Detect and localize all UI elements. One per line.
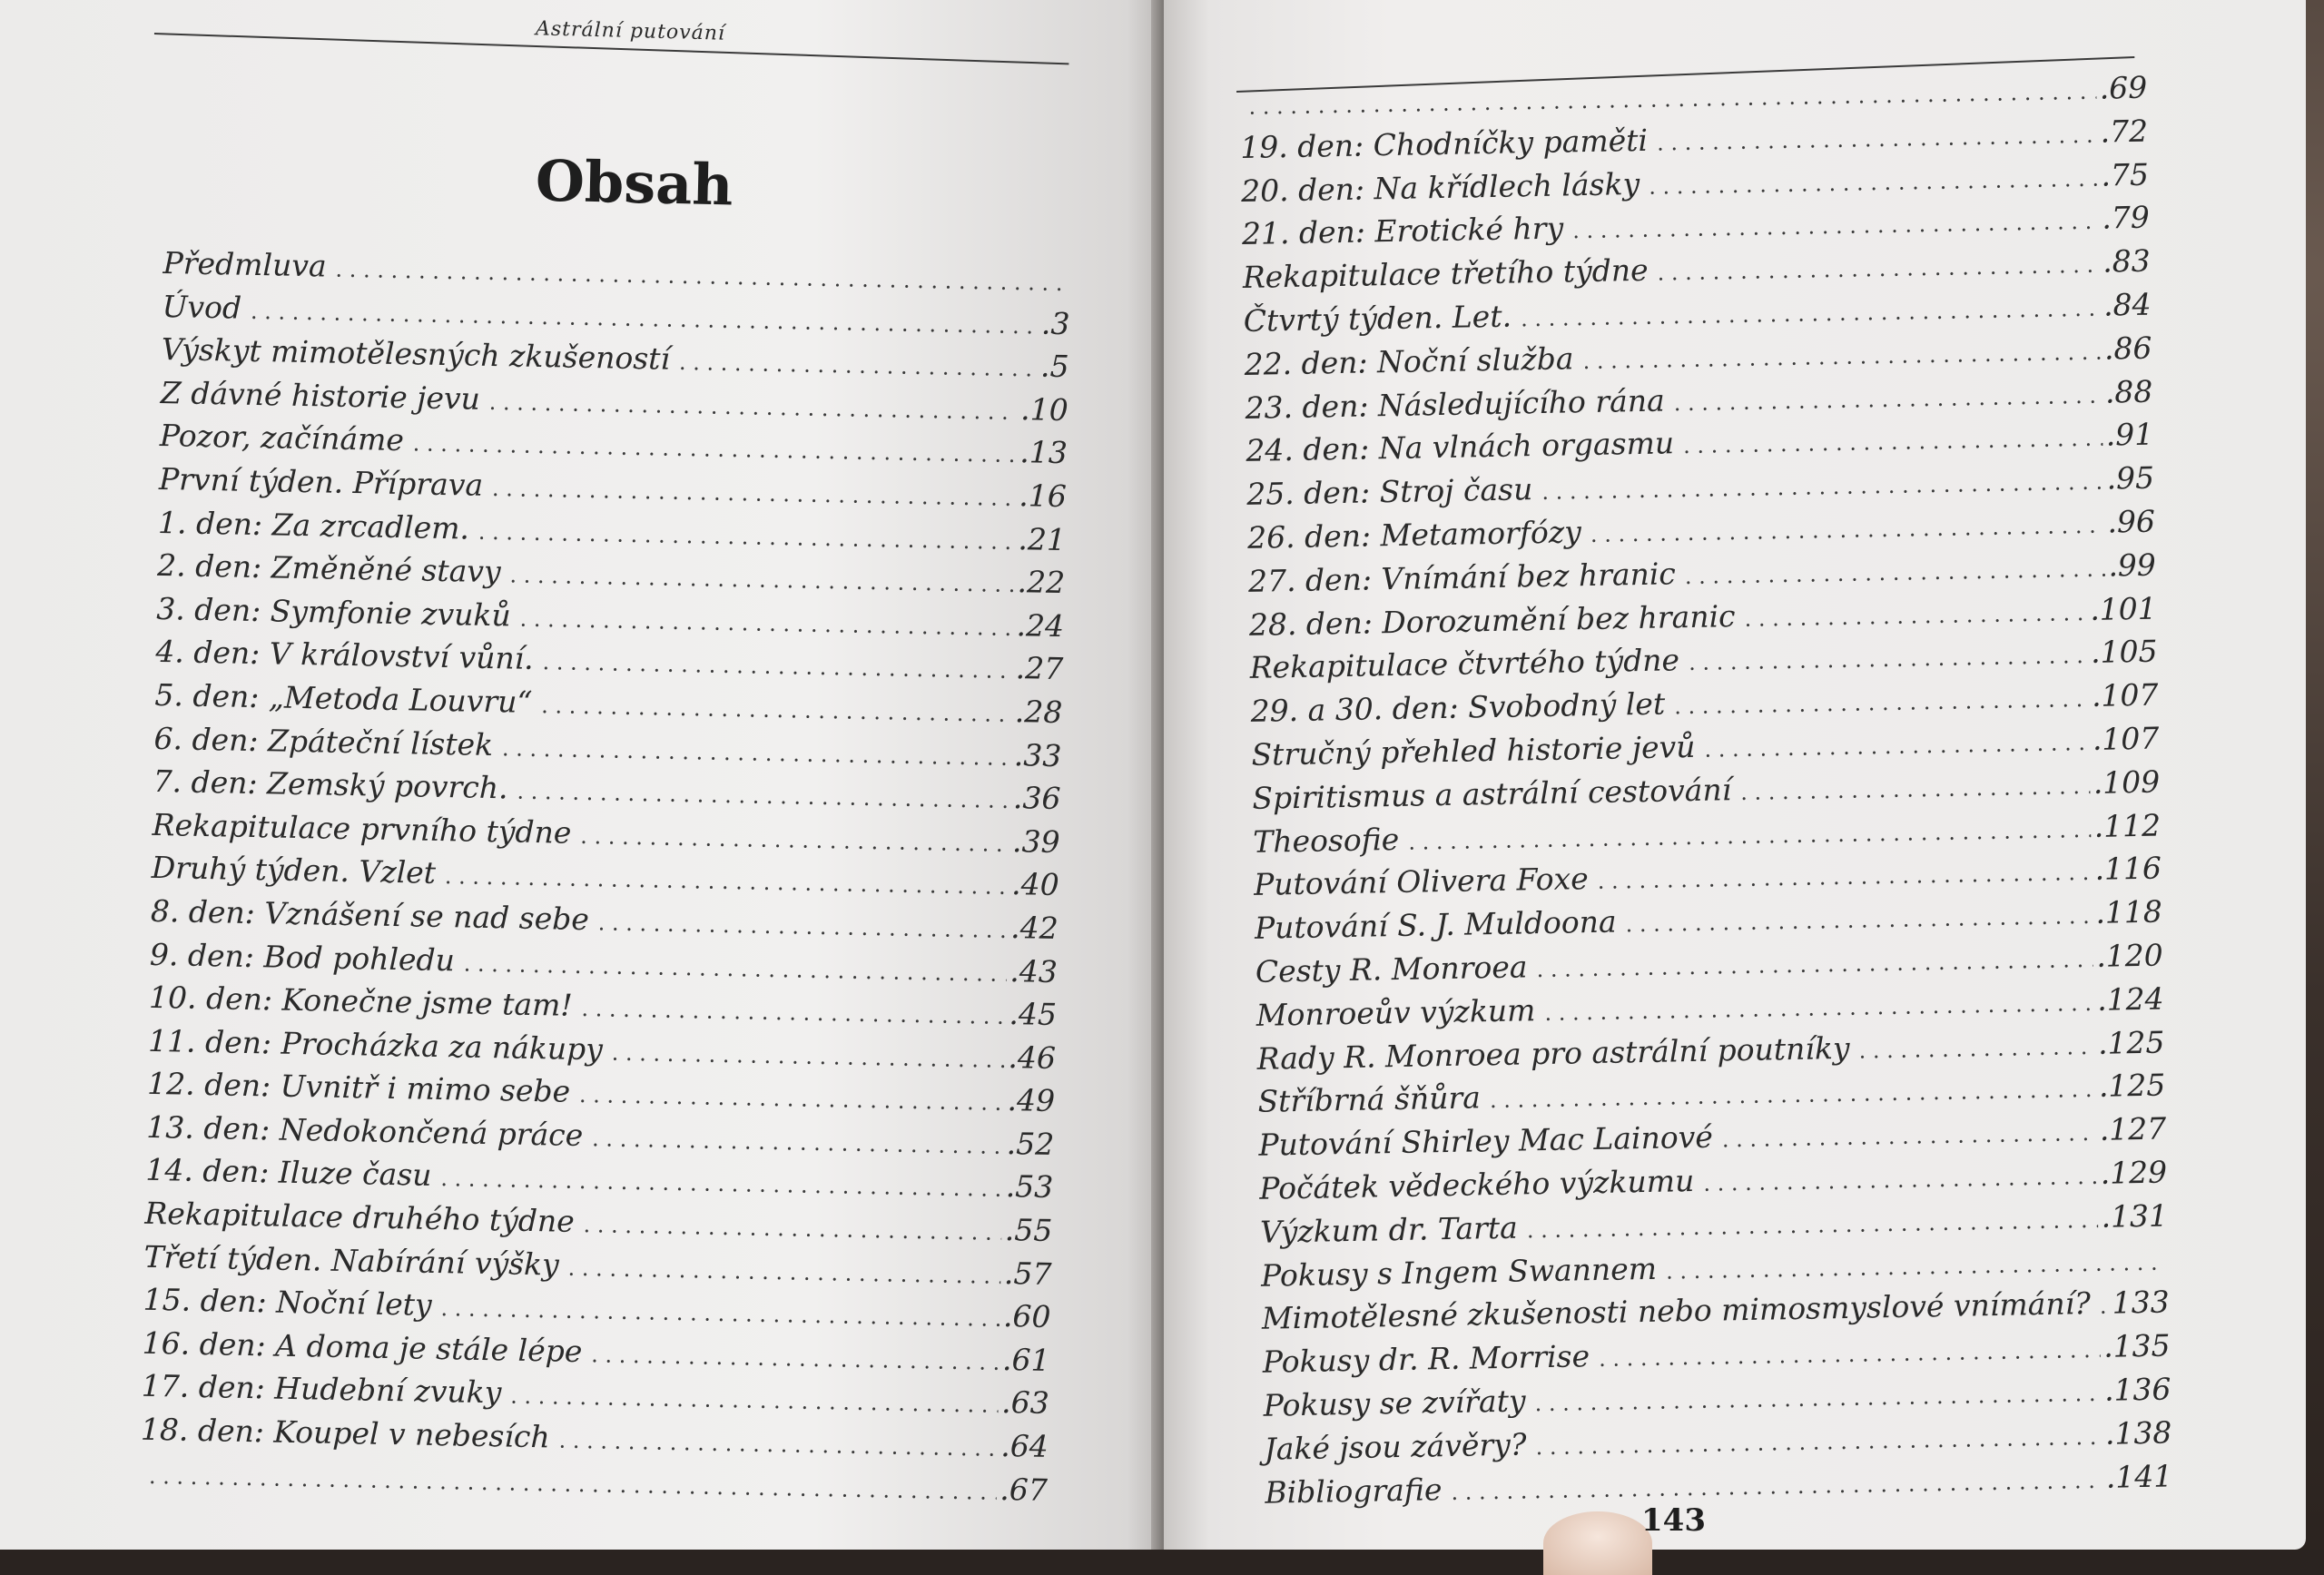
toc-entry-title: 18. den: Koupel v nebesích: [141, 1412, 560, 1455]
toc-leader-dots: [1490, 1077, 2096, 1113]
toc-entry-page: .120: [2093, 937, 2163, 973]
toc-leader-dots: [1649, 165, 2098, 199]
toc-entry-title: 29. a 30. den: Svobodný let: [1250, 685, 1674, 729]
toc-entry-page: .52: [1002, 1126, 1054, 1162]
toc-entry-title: 5. den: „Metoda Louvru“: [154, 677, 542, 720]
toc-leader-dots: [583, 1212, 1001, 1245]
toc-entry-page: .22: [1013, 564, 1065, 600]
running-head: Astrální putování: [536, 17, 726, 44]
toc-entry-page: .36: [1009, 780, 1061, 816]
toc-entry-title: 11. den: Procházka za nákupy: [148, 1023, 612, 1068]
toc-leader-dots: [1674, 686, 2088, 719]
toc-leader-dots: [612, 1039, 1005, 1072]
toc-entry-page: .83: [2099, 243, 2151, 280]
toc-entry-page: .63: [998, 1384, 1049, 1421]
toc-leader-dots: [567, 1255, 1000, 1288]
toc-leader-dots: [1408, 817, 2091, 855]
toc-leader-dots: [1722, 1120, 2096, 1153]
toc-entry-page: .127: [2095, 1111, 2166, 1147]
page-title: Obsah: [535, 148, 734, 219]
toc-entry-page: .45: [1005, 996, 1057, 1032]
toc-entry-page: .55: [1000, 1212, 1052, 1248]
toc-leader-dots: [1572, 209, 2099, 244]
toc-entry-title: Pokusy se zvířaty: [1263, 1383, 1535, 1422]
toc-entry-title: Jaké jsou závěry?: [1264, 1426, 1536, 1466]
toc-entry-title: Rekapitulace druhého týdne: [144, 1196, 584, 1239]
toc-leader-dots: [492, 476, 1016, 511]
toc-leader-dots: [1535, 1424, 2102, 1460]
toc-entry-page: .49: [1003, 1082, 1055, 1118]
toc-entry-title: Čtvrtý týden. Let.: [1243, 298, 1521, 339]
toc-entry-page: .95: [2102, 460, 2154, 497]
toc-entry-page: .64: [997, 1428, 1049, 1464]
toc-entry-title: 26. den: Metamorfózy: [1247, 514, 1590, 556]
toc-leader-dots: [1625, 903, 2092, 937]
toc-entry-title: 1. den: Za zrcadlem.: [158, 505, 479, 546]
toc-leader-dots: [598, 910, 1008, 943]
toc-leader-dots: [1527, 1207, 2098, 1244]
toc-entry-page: .84: [2100, 287, 2152, 323]
toc-entry-page: .112: [2090, 807, 2161, 843]
toc-leader-dots: [592, 1126, 1003, 1159]
toc-leader-dots: [1685, 556, 2105, 588]
toc-leader-dots: [1248, 79, 2096, 120]
toc-entry-page: .135: [2100, 1328, 2171, 1364]
toc-entry-page: .107: [2088, 721, 2159, 757]
toc-entry-title: Bibliografie: [1265, 1471, 1452, 1510]
toc-entry-title: 17. den: Hudební zvuky: [141, 1368, 510, 1411]
toc-entry-page: .57: [1000, 1255, 1052, 1292]
toc-entry-title: 13. den: Nedokončená práce: [146, 1109, 593, 1153]
toc-entry-title: 8. den: Vznášení se nad sebe: [151, 893, 599, 937]
toc-leader-dots: [1673, 382, 2102, 416]
toc-entry-title: Theosofie: [1253, 821, 1409, 859]
toc-entry-title: Rady R. Monroea pro astrální poutníky: [1256, 1029, 1859, 1076]
toc-entry-title: 16. den: A doma je stále lépe: [142, 1325, 591, 1369]
toc-entry-title: 3. den: Symfonie zvuků: [156, 591, 520, 634]
toc-leader-dots: [1683, 426, 2102, 458]
toc-entry-page: .141: [2102, 1458, 2172, 1494]
toc-entry-page: .131: [2097, 1197, 2168, 1234]
toc-list-right: [1239, 70, 2173, 1518]
toc-leader-dots: [1666, 1249, 2165, 1284]
toc-entry-title: 23. den: Následujícího rána: [1245, 382, 1674, 426]
toc-leader-dots: [149, 1463, 997, 1505]
toc-leader-dots: [1599, 1337, 2101, 1372]
toc-entry-page: .118: [2092, 894, 2162, 930]
toc-leader-dots: [251, 298, 1038, 339]
toc-entry-page: .124: [2093, 980, 2164, 1017]
toc-entry-title: 10. den: Konečne jsme tam!: [149, 979, 582, 1023]
toc-leader-dots: [558, 1428, 997, 1462]
toc-leader-dots: [541, 693, 1011, 727]
toc-entry-title: 19. den: Chodníčky paměti: [1240, 122, 1657, 164]
toc-entry-title: 25. den: Stroj času: [1246, 471, 1542, 512]
toc-entry-title: Třetí týden. Nabírání výšky: [143, 1238, 568, 1282]
toc-leader-dots: [445, 863, 1009, 900]
toc-leader-dots: [413, 431, 1017, 468]
toc-entry-title: Druhý týden. Vzlet: [151, 850, 445, 891]
toc-entry-page: .116: [2091, 851, 2162, 887]
toc-entry-title: 9. den: Bod pohledu: [150, 936, 465, 978]
toc-entry-page: .109: [2089, 763, 2160, 800]
toc-entry-page: .101: [2086, 590, 2157, 626]
toc-entry-page: .88: [2101, 373, 2152, 409]
toc-entry-title: 20. den: Na křídlech lásky: [1241, 165, 1649, 208]
toc-entry-page: .75: [2097, 156, 2149, 192]
toc-entry-page: 133: [2108, 1285, 2170, 1321]
toc-entry-page: .105: [2087, 634, 2158, 670]
toc-leader-dots: [579, 1082, 1004, 1116]
toc-entry-page: .72: [2096, 113, 2148, 149]
toc-entry-title: Rekapitulace třetího týdne: [1243, 252, 1658, 295]
toc-entry-title: Mimotělesné zkušenosti nebo mimosmyslové vnímání?: [1262, 1285, 2101, 1336]
toc-entry-title: První týden. Příprava: [159, 461, 493, 503]
toc-entry-page: .67: [996, 1471, 1048, 1507]
toc-entry-page: .16: [1015, 477, 1067, 514]
toc-entry-title: Putování Shirley Mac Lainové: [1258, 1119, 1722, 1163]
toc-leader-dots: [1740, 773, 2090, 805]
toc-entry-page: .61: [999, 1342, 1050, 1378]
toc-leader-dots: [542, 649, 1012, 684]
toc-entry-page: .33: [1010, 737, 1062, 773]
toc-entry-title: Předmluva: [162, 245, 336, 284]
toc-leader-dots: [581, 996, 1005, 1029]
toc-entry-page: .138: [2102, 1414, 2172, 1451]
toc-entry-page: .107: [2088, 677, 2159, 714]
toc-entry-page: .21: [1014, 521, 1066, 557]
toc-leader-dots: [1744, 600, 2086, 632]
page-number: 143: [1641, 1502, 1706, 1539]
toc-leader-dots: [478, 518, 1015, 554]
toc-leader-dots: [1858, 1033, 2094, 1063]
toc-entry-title: Pokusy s Ingem Swannem: [1261, 1250, 1667, 1293]
toc-entry-page: .28: [1010, 694, 1062, 730]
thumb: [1543, 1511, 1652, 1575]
toc-entry-page: .10: [1017, 391, 1068, 428]
toc-entry-page: .3: [1038, 305, 1070, 341]
toc-leader-dots: [464, 950, 1007, 986]
toc-entry-title: Monroeův výzkum: [1256, 992, 1544, 1033]
toc-entry-title: 6. den: Zpáteční lístek: [153, 720, 502, 762]
toc-entry-page: .125: [2095, 1068, 2166, 1104]
toc-leader-dots: [510, 1383, 998, 1418]
toc-entry-title: Cesty R. Monroea: [1256, 949, 1537, 989]
toc-entry-page: .60: [1000, 1298, 1051, 1334]
toc-entry-title: 24. den: Na vlnách orgasmu: [1246, 425, 1683, 468]
toc-entry-title: 28. den: Dorozumění bez hranic: [1249, 597, 1745, 642]
toc-entry-title: Spiritismus a astrální cestování: [1252, 772, 1740, 816]
toc-entry-title: 4. den: V království vůní.: [155, 634, 543, 676]
toc-leader-dots: [519, 605, 1012, 640]
toc-leader-dots: [1703, 1164, 2097, 1196]
toc-entry-title: Úvod: [162, 289, 251, 326]
toc-leader-dots: [517, 779, 1009, 813]
toc-entry-title: 21. den: Erotické hry: [1242, 211, 1573, 252]
toc-entry-page: .39: [1009, 823, 1060, 860]
toc-leader-dots: [1451, 1467, 2102, 1504]
toc-leader-dots: [1541, 469, 2103, 505]
toc-entry-page: .42: [1007, 910, 1059, 946]
toc-entry-page: .79: [2098, 200, 2150, 236]
toc-leader-dots: [591, 1342, 999, 1375]
toc-leader-dots: [1704, 730, 2089, 763]
toc-entry-title: Rekapitulace prvního týdne: [152, 807, 580, 851]
toc-leader-dots: [1536, 947, 2093, 982]
toc-entry-page: .24: [1012, 607, 1064, 644]
toc-leader-dots: [2100, 1294, 2109, 1319]
toc-list-left: [140, 245, 1071, 1515]
toc-entry-page: .86: [2101, 330, 2152, 366]
toc-entry-title: Výskyt mimotělesných zkušeností: [161, 331, 679, 377]
toc-leader-dots: [1582, 339, 2101, 373]
toc-leader-dots: [679, 349, 1038, 382]
toc-leader-dots: [1521, 296, 2101, 332]
toc-entry-page: .96: [2103, 504, 2155, 540]
toc-leader-dots: [502, 735, 1010, 771]
toc-entry-page: .27: [1011, 650, 1063, 686]
toc-entry-page: .13: [1016, 434, 1068, 470]
toc-entry-title: 27. den: Vnímání bez hranic: [1248, 556, 1686, 599]
toc-entry-page: .129: [2096, 1154, 2167, 1190]
toc-entry-title: Výzkum dr. Tarta: [1260, 1209, 1527, 1249]
toc-leader-dots: [488, 389, 1017, 425]
toc-entry-title: 2. den: Změněné stavy: [157, 547, 510, 589]
toc-entry-title: 14. den: Iluze času: [145, 1152, 441, 1193]
toc-leader-dots: [1657, 252, 2099, 286]
toc-entry-page: .99: [2104, 546, 2156, 583]
left-page: [0, 0, 1162, 1550]
toc-leader-dots: [1544, 990, 2093, 1026]
toc-entry-title: Z dávné historie jevu: [161, 375, 490, 417]
toc-entry-title: 22. den: Noční služba: [1244, 340, 1583, 382]
toc-entry-title: 12. den: Uvnitř i mimo sebe: [147, 1066, 580, 1109]
toc-entry-title: 15. den: Noční lety: [143, 1282, 441, 1323]
toc-leader-dots: [1590, 513, 2104, 547]
toc-leader-dots: [1597, 860, 2091, 894]
toc-entry-page: .136: [2101, 1371, 2171, 1407]
toc-leader-dots: [440, 1166, 1002, 1203]
toc-entry-title: Pokusy dr. R. Morrise: [1262, 1338, 1599, 1380]
toc-entry-title: Stříbrná šňůra: [1257, 1079, 1490, 1119]
toc-entry-page: .46: [1004, 1039, 1056, 1076]
toc-entry-page: .91: [2102, 417, 2153, 453]
toc-entry-page: .5: [1037, 349, 1069, 385]
toc-leader-dots: [335, 257, 1067, 296]
toc-entry-title: 7. den: Zemský povrch.: [153, 763, 517, 806]
toc-entry-page: .125: [2094, 1024, 2165, 1060]
toc-entry-title: Počátek vědeckého výzkumu: [1259, 1163, 1704, 1206]
toc-entry-page: .69: [2095, 70, 2147, 106]
toc-entry-page: .43: [1006, 952, 1058, 989]
toc-leader-dots: [1689, 643, 2088, 675]
toc-entry-title: Stručný přehled historie jevů: [1251, 729, 1705, 773]
toc-entry-title: Putování S. J. Muldoona: [1255, 903, 1626, 945]
toc-entry-title: Putování Olivera Foxe: [1254, 861, 1598, 902]
toc-entry-page: .40: [1008, 866, 1059, 902]
toc-leader-dots: [509, 563, 1013, 598]
toc-leader-dots: [580, 823, 1009, 857]
toc-leader-dots: [440, 1295, 1000, 1332]
toc-entry-page: .53: [1001, 1168, 1053, 1205]
toc-leader-dots: [1534, 1381, 2101, 1416]
toc-leader-dots: [1657, 122, 2097, 155]
toc-entry-title: Rekapitulace čtvrtého týdne: [1249, 642, 1689, 685]
toc-entry-title: Pozor, začínáme: [160, 418, 414, 458]
